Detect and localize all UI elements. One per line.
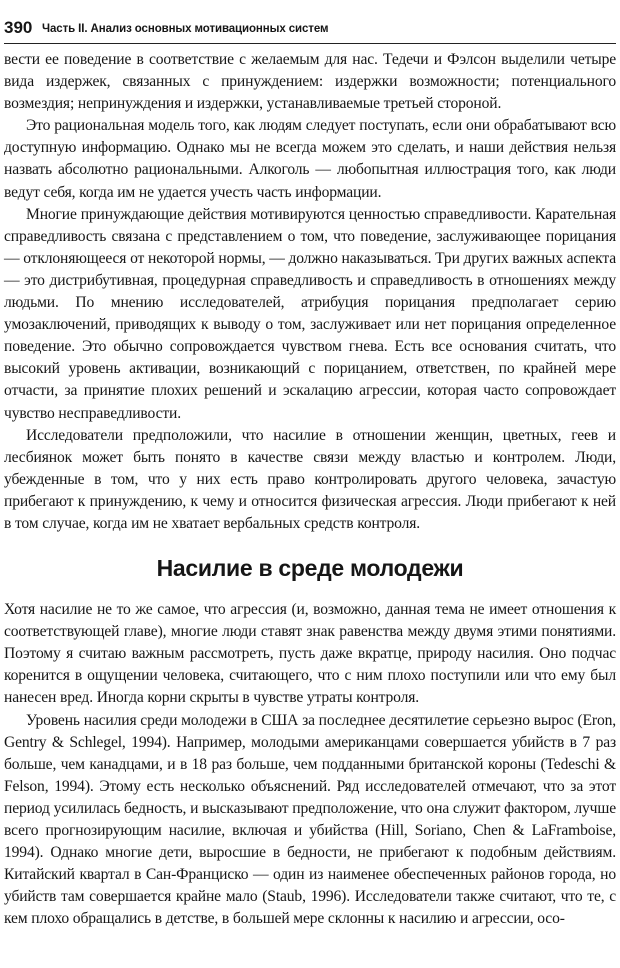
paragraph-violence-intro: Хотя насилие не то же самое, что агрессия (и, возможно, данная тема не имеет отношения к соответствующей главе), многие люди ставят знак равенства между двумя этими понятиями. Поэтому я считаю важным рассмотреть, пусть даже вкратце, природу насилия. Оно подчас коренится в ощущении человека, считающего, что с ним плохо поступили или что ему был нанесен вред. Иногда корни скрыты в чувстве утраты контроля. bbox=[4, 601, 616, 707]
page-number: 390 bbox=[4, 18, 33, 37]
paragraph-rational-model: Это рациональная модель того, как людям следует поступать, если они обрабатывают всю доступную информацию. Однако мы не всегда можем это сделать, и наши действия нельзя назвать абсолютно рациональными. Алкоголь — любопытная иллюстрация того, как люди ведут себя, когда им не удается учесть часть информации. bbox=[4, 117, 616, 201]
page-header bbox=[4, 17, 616, 44]
paragraph-youth-violence: Уровень насилия среди молодежи в США за последнее десятилетие серьезно вырос (Eron, Gentry & Schlegel, 1994). Например, молодыми американцами совершается убийств в 7 раз больше, чем канадцами, и в 18 раз больше, чем подданными британской короны (Tedeschi & Felson, 1994). Этому есть несколько объяснений. Ряд исследователей отмечают, что за этот период усилилась бедность, и высказывают предположение, что она служит фактором, лучше всего прогнозирующим насилие, включая и убийства (Hill, Soriano, Chen & LaFramboise, 1994). Однако многие дети, выросшие в бедности, не прибегают к подобным действиям. Китайский квартал в Сан-Франциско — один из наименее обеспеченных районов города, но убийств там совершается крайне мало (Staub, 1996). Исследователи также считают, что те, с кем плохо обращались в детстве, в большей мере склонны к насилию и агрессии, осо- bbox=[4, 711, 616, 928]
paragraph-justice: Многие принуждающие действия мотивируются ценностью справедливости. Карательная справедливость связана с представлением о том, что поведение, заслуживающее порицания — отклоняющееся от некоторой нормы, — должно наказываться. Три других важных аспекта — это дистрибутивная, процедурная справедливость и справедливость в отношениях между людьми. По мнению исследователей, атрибуция порицания предполагает серию умозаключений, приводящих к выводу о том, заслуживает или нет порицания определенное поведение. Это обычно сопровождается чувством гнева. Есть все основания считать, что высокий уровень активации, возникающий с порицанием, ответствен, по крайней мере отчасти, за принятие плохих решений и эскалацию агрессии, которая часто сопровождает чувство несправедливости. bbox=[4, 205, 616, 422]
paragraph-continued: вести ее поведение в соответствие с желаемым для нас. Тедечи и Фэлсон выделили четыре вида издержек, связанных с принуждением: издержки возможности; потенциального возмездия; непринуждения и издержки, устанавливаемые третьей стороной. bbox=[4, 51, 616, 113]
body-text bbox=[4, 49, 616, 930]
running-head: Часть II. Анализ основных мотивационных систем bbox=[42, 23, 329, 35]
paragraph-power-control: Исследователи предположили, что насилие в отношении женщин, цветных, геев и лесбиянок может быть понято в качестве связи между властью и контролем. Люди, убежденные в том, что у них есть право контролировать другого человека, зачастую прибегают к принуждению, к чему и относится физическая агрессия. Люди прибегают к ней в том случае, когда им не хватает вербальных средств контроля. bbox=[4, 426, 616, 532]
section-title: Насилие в среде молодежи bbox=[156, 555, 464, 582]
